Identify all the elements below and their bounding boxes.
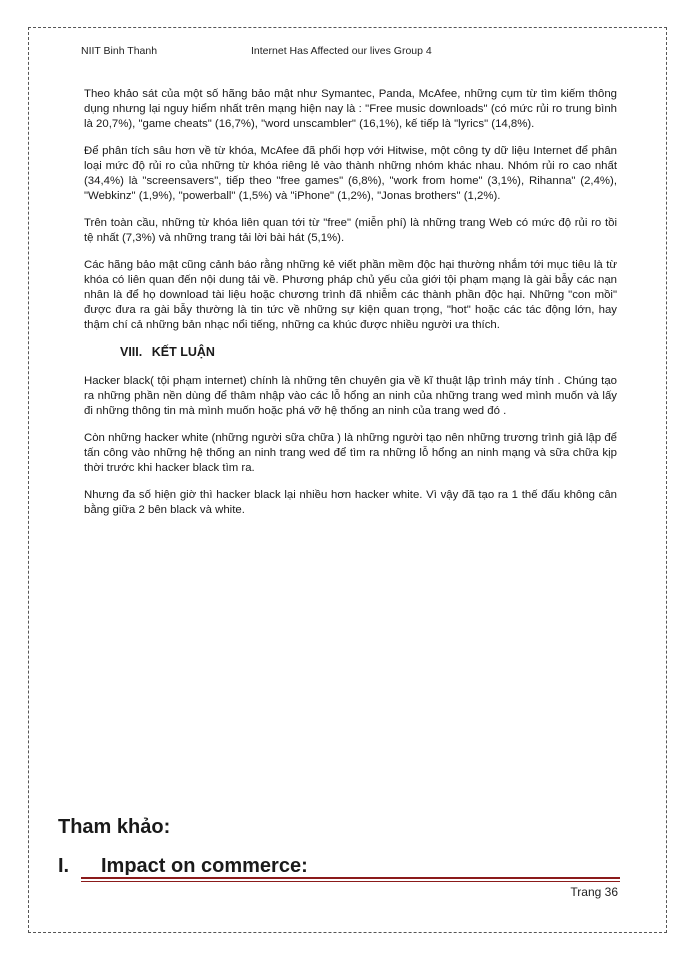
section-heading: [120, 345, 617, 360]
references-item-title: Impact on commerce:: [101, 855, 308, 875]
references-title: Tham khảo:: [58, 816, 171, 838]
paragraph: Theo khảo sát của một số hãng bảo mật như Symantec, Panda, McAfee, những cụm từ tìm kiếm thông dụng nhưng lại nguy hiểm nhất trên mạng hiện nay là : "Free music downloads" (có mức rủi ro trung bình là 20,7%), "game cheats" (16,7%), "word unscambler" (16,1%), kế tiếp là "lyrics" (14,8%).: [84, 88, 617, 130]
references-item-number: I.: [58, 855, 70, 875]
document-body: [84, 87, 617, 530]
paragraph: Nhưng đa số hiện giờ thì hacker black lại nhiều hơn hacker white. Vì vậy đã tạo ra 1 thế đấu không cân bằng giữa 2 bên black và white.: [84, 489, 617, 516]
paragraph: Còn những hacker white (những người sữa chữa ) là những người tạo nên những trương trình giả lập để tấn công vào những hệ thống an ninh trang wed để tìm ra những lỗ hổng an ninh mạng và sữa chữa kịp thời trước khi hacker black tìm ra.: [84, 432, 617, 474]
paragraph: Các hãng bảo mật cũng cảnh báo rằng những kẻ viết phần mềm độc hại thường nhắm tới mục tiêu là từ khóa có liên quan đến nội dung tải về. Phương pháp chủ yếu của giới tội phạm mạng là gài bẫy các nạn nhân là để họ download tài liệu hoặc chương trình đã nhiễm các thành phần độc hại. Những "con mồi" được đưa ra gài bẫy thường là tin tức về những sự kiện quan trọng, "hot" hoặc các tác động lớn, hay thậm chí cả những bản nhạc nổi tiếng, những ca khúc được nhiều người ưa thích.: [84, 259, 617, 331]
page-number: Trang 36: [570, 885, 618, 899]
paragraph: Trên toàn cầu, những từ khóa liên quan tới từ "free" (miễn phí) là những trang Web có mức độ rủi ro tồi tệ nhất (7,3%) và những trang tải lời bài hát (5,1%).: [84, 217, 617, 244]
footer-rule-thick: [81, 877, 620, 879]
document-page: [28, 27, 667, 933]
footer-rule-thin: [81, 881, 620, 882]
paragraph: Hacker black( tội phạm internet) chính là những tên chuyên gia về kĩ thuật lập trình máy tính . Chúng tạo ra những phần nền dùng để thâm nhập vào các lỗ hổng an ninh của những trang wed mình muốn và lấy đi những thông tin mà mình muốn hoặc phá vỡ hệ thống an ninh của trang wed đó .: [84, 375, 617, 417]
section-title: KẾT LUẬN: [151, 345, 215, 359]
section-number: VIII.: [120, 345, 143, 359]
references-first-item: [58, 855, 358, 875]
paragraph: Để phân tích sâu hơn về từ khóa, McAfee đã phối hợp với Hitwise, một công ty dữ liệu Internet để phân loại mức độ rủi ro của những từ khóa riêng lẻ vào thành những nhóm khác nhau. Nhóm rủi ro cao nhất (34,4%) là "screensavers", tiếp theo "free games" (6,8%), "work from home" (3,1%), Rihanna" (2,4%), "Webkinz" (1,9%), "powerball" (1,5%) và "iPhone" (1,2%), "Jonas brothers" (1,2%).: [84, 145, 617, 202]
header-left: NIIT Binh Thanh: [81, 45, 158, 57]
page-header: [81, 45, 432, 57]
header-right: Internet Has Affected our lives Group 4: [251, 45, 432, 57]
